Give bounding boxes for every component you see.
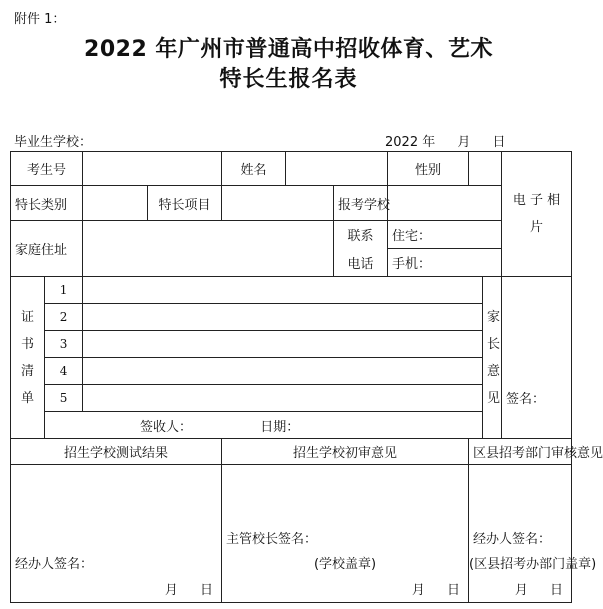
certificate-list-label: 证 书 清 单: [11, 277, 45, 439]
date-year: 2022 年: [385, 135, 436, 150]
day-label: 日: [550, 583, 564, 598]
cert-field-1[interactable]: [83, 277, 483, 304]
specialty-type-label: 特长类别: [11, 186, 83, 221]
specialty-item-field[interactable]: [222, 186, 334, 221]
month-label: 月: [514, 583, 528, 598]
receiver-label: 签收人：: [140, 419, 193, 435]
cert-number: 5: [45, 385, 83, 412]
form-subtitle: 特长生报名表: [219, 67, 358, 92]
specialty-type-field[interactable]: [83, 186, 148, 221]
cert-field-2[interactable]: [83, 304, 483, 331]
cert-field-4[interactable]: [83, 358, 483, 385]
name-field[interactable]: [286, 152, 388, 186]
preliminary-review-date: [394, 579, 460, 598]
principal-signature-label: 主管校长签名：: [226, 532, 318, 547]
gender-label: 性别: [388, 152, 469, 186]
district-seal-label: (区县招考办部门盖章): [469, 557, 597, 572]
district-handler-signature-label: 经办人签名：: [473, 532, 552, 547]
registration-form-table: [10, 151, 603, 603]
parent-opinion-label: 家 长 意 见: [483, 277, 502, 439]
school-seal-label: (学校盖章): [313, 557, 377, 572]
contact-label: 联系: [334, 221, 388, 249]
cert-number: 3: [45, 331, 83, 358]
parent-signature-cell[interactable]: [502, 277, 572, 439]
cert-field-3[interactable]: [83, 331, 483, 358]
preliminary-review-cell[interactable]: [222, 465, 469, 603]
phone-label: 电话: [334, 249, 388, 277]
parent-sign-label: 签名：: [506, 392, 546, 407]
attachment-label: 附件 1：: [14, 12, 66, 27]
date-month: 月: [457, 135, 471, 150]
month-label: 月: [411, 583, 425, 598]
cert-number: 4: [45, 358, 83, 385]
receive-date-label: 日期：: [260, 419, 300, 435]
home-phone-field[interactable]: 住宅：: [388, 221, 502, 249]
exam-number-label: 考生号: [11, 152, 83, 186]
graduate-school-label: 毕业生学校：: [14, 135, 93, 150]
cert-field-5[interactable]: [83, 385, 483, 412]
preliminary-review-header: 招生学校初审意见: [222, 439, 469, 465]
exam-number-field[interactable]: [83, 152, 222, 186]
form-title: 2022 年广州市普通高中招收体育、艺术: [84, 37, 493, 62]
handler-signature-label: 经办人签名：: [15, 557, 94, 572]
cert-number: 1: [45, 277, 83, 304]
test-result-cell[interactable]: [11, 465, 222, 603]
applied-school-field[interactable]: [388, 186, 502, 221]
home-address-label: 家庭住址: [11, 221, 83, 277]
district-review-cell[interactable]: [469, 465, 597, 603]
date-day: 日: [492, 135, 506, 150]
day-label: 日: [200, 583, 214, 598]
specialty-item-label: 特长项目: [148, 186, 222, 221]
home-address-field[interactable]: [83, 221, 334, 277]
name-label: 姓名: [222, 152, 286, 186]
receiver-row: [45, 412, 483, 439]
photo-cell[interactable]: 电 子 相 片: [502, 152, 572, 277]
mobile-field[interactable]: 手机：: [388, 249, 502, 277]
day-label: 日: [447, 583, 461, 598]
gender-field[interactable]: [469, 152, 502, 186]
test-result-date: [147, 579, 213, 598]
district-review-header: 区县招考部门审核意见: [469, 439, 572, 465]
district-review-date: [497, 579, 563, 598]
applied-school-label: 报考学校: [334, 186, 388, 221]
cert-number: 2: [45, 304, 83, 331]
month-label: 月: [164, 583, 178, 598]
form-date: [385, 131, 524, 150]
test-result-header: 招生学校测试结果: [11, 439, 222, 465]
